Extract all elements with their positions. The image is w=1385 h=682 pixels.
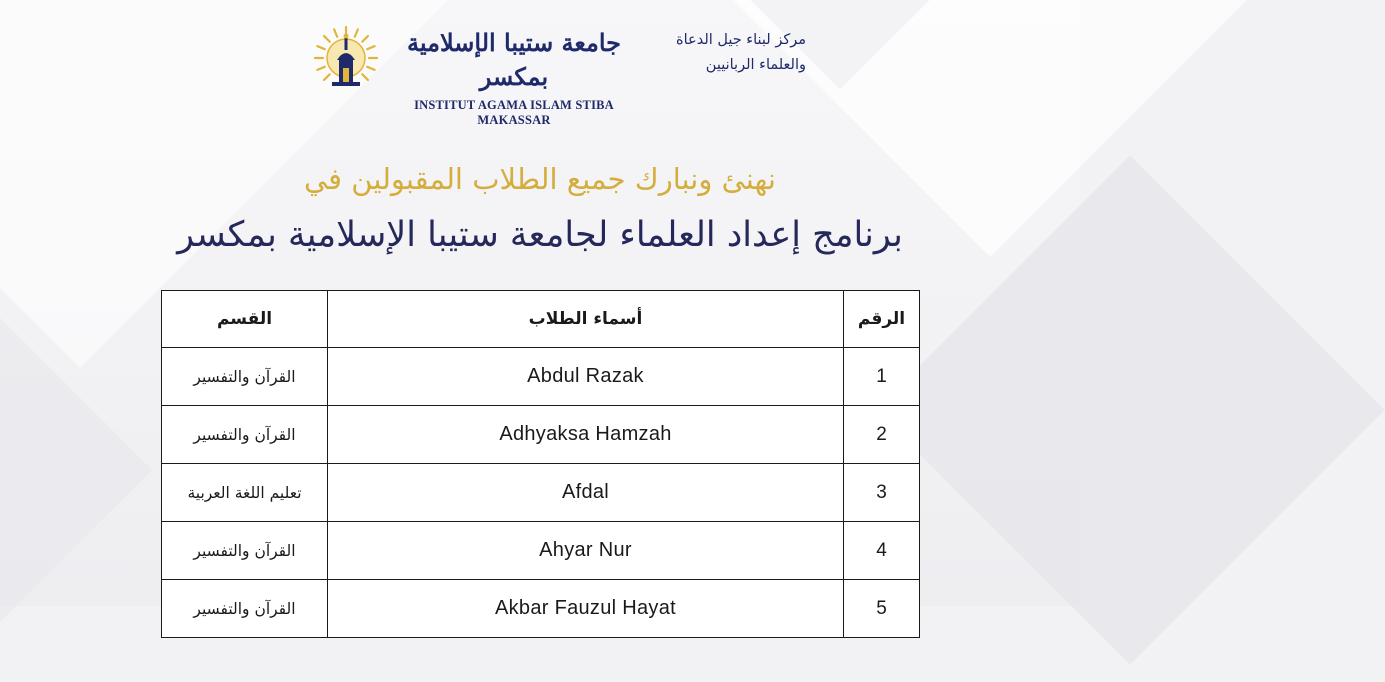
header-department: القسم (162, 291, 328, 348)
table-row (162, 406, 920, 464)
motto-line-1: مركز لبناء جيل الدعاة (676, 32, 806, 48)
student-number: 4 (844, 522, 920, 580)
table-row (162, 348, 920, 406)
student-department: القرآن والتفسير (162, 522, 328, 580)
table-row (162, 522, 920, 580)
student-number: 3 (844, 464, 920, 522)
logo-latin-name: INSTITUT AGAMA ISLAM STIBA MAKASSAR (414, 98, 614, 127)
table-row (162, 464, 920, 522)
student-department: تعليم اللغة العربية (162, 464, 328, 522)
header (0, 20, 1080, 127)
student-department: القرآن والتفسير (162, 406, 328, 464)
motto (640, 28, 806, 78)
logo-arabic-name: جامعة ستيبا الإسلامية بمكسر (407, 28, 621, 91)
header-student-names: أسماء الطلاب (328, 291, 844, 348)
table-row (162, 580, 920, 638)
accepted-students-table (161, 290, 920, 638)
congratulations-title: نهنئ ونبارك جميع الطلاب المقبولين في (304, 162, 776, 196)
table-header-row (162, 291, 920, 348)
motto-line-2: والعلماء الربانيين (705, 57, 806, 73)
student-name: Afdal (328, 464, 844, 522)
student-name: Adhyaksa Hamzah (328, 406, 844, 464)
header-number: الرقم (844, 291, 920, 348)
student-department: القرآن والتفسير (162, 348, 328, 406)
student-name: Abdul Razak (328, 348, 844, 406)
student-name: Ahyar Nur (328, 522, 844, 580)
university-logo-text (388, 26, 640, 127)
program-title: برنامج إعداد العلماء لجامعة ستيبا الإسلامية بمكسر (177, 215, 903, 255)
mosque-sunburst-emblem-icon (312, 24, 380, 92)
student-number: 1 (844, 348, 920, 406)
student-name: Akbar Fauzul Hayat (328, 580, 844, 638)
student-number: 2 (844, 406, 920, 464)
student-department: القرآن والتفسير (162, 580, 328, 638)
student-number: 5 (844, 580, 920, 638)
